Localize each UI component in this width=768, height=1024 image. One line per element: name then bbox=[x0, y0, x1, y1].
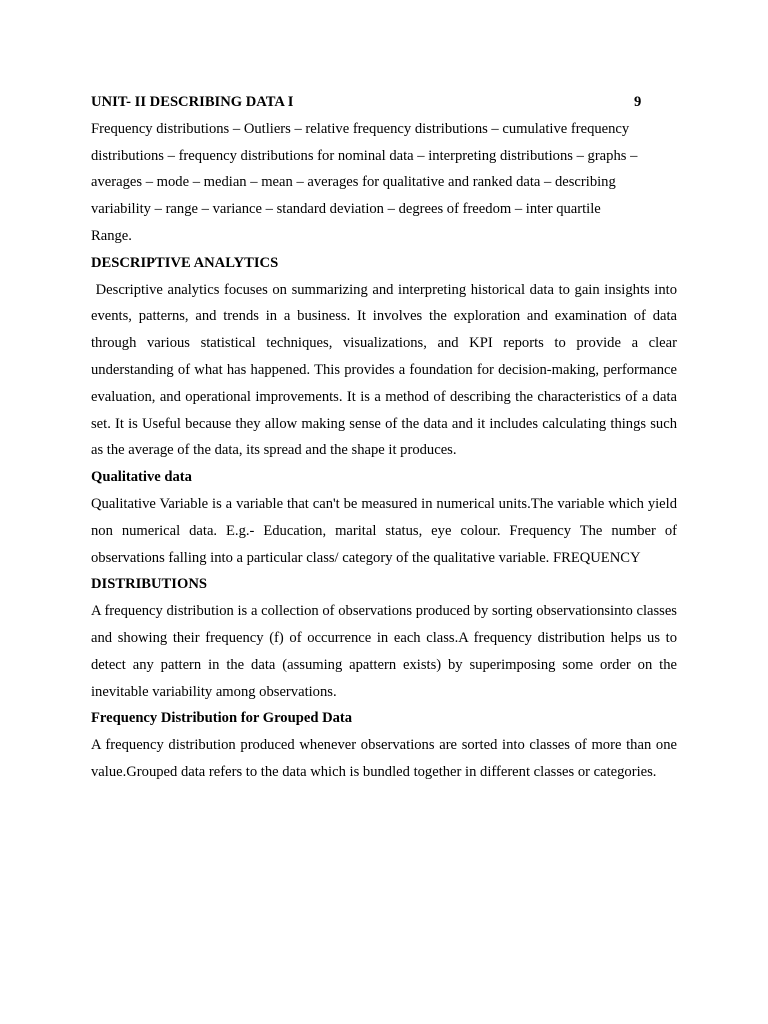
section-heading-frequency-distributions: DISTRIBUTIONS bbox=[91, 576, 207, 593]
syllabus-line: Range. bbox=[91, 227, 132, 244]
syllabus-line: distributions – frequency distributions for nominal data – interpreting distributions – graphs – bbox=[91, 147, 638, 164]
section-heading-qualitative-data: Qualitative data bbox=[91, 469, 192, 486]
paragraph-grouped-data: A frequency distribution produced whenever observations are sorted into classes of more than one value.Grouped data refers to the data which is bundled together in different classes or categories. bbox=[91, 737, 677, 780]
syllabus-line: averages – mode – median – mean – averages for qualitative and ranked data – describing bbox=[91, 174, 616, 191]
page-number: 9 bbox=[634, 94, 642, 110]
unit-title: UNIT- II DESCRIBING DATA I bbox=[91, 94, 294, 110]
syllabus-line: variability – range – variance – standard deviation – degrees of freedom – inter quartile bbox=[91, 201, 601, 218]
paragraph-descriptive-analytics: Descriptive analytics focuses on summarizing and interpreting historical data to gain insights into events, patterns, and trends in a business. It involves the exploration and examination of data through various statistical techniques, visualizations, and KPI reports to provide a clear understanding of what has happened. This provides a foundation for decision-making, performance evaluation, and operational improvements. It is a method of describing the characteristics of a data set. It is Useful because they allow making sense of the data and it includes calculating things such as the average of the data, its spread and the shape it produces. bbox=[91, 281, 681, 459]
document-page bbox=[91, 89, 681, 786]
paragraph-qualitative-data: Qualitative Variable is a variable that can't be measured in numerical units.The variable which yield non numerical data. E.g.- Education, marital status, eye colour. Frequency The number of observations falling into a particular class/ category of the qualitative variable. FREQUENCY bbox=[91, 495, 677, 566]
syllabus-topics bbox=[91, 116, 677, 250]
syllabus-line: Frequency distributions – Outliers – relative frequency distributions – cumulative frequency bbox=[91, 120, 630, 137]
paragraph-frequency-distributions: A frequency distribution is a collection of observations produced by sorting observationsinto classes and showing their frequency (f) of occurrence in each class.A frequency distribution helps us to detect any pattern in the data (assuming apattern exists) by superimposing some order on the inevitable variability among observations. bbox=[91, 603, 677, 700]
section-heading-grouped-data: Frequency Distribution for Grouped Data bbox=[91, 710, 353, 727]
section-heading-descriptive-analytics: DESCRIPTIVE ANALYTICS bbox=[91, 254, 279, 271]
unit-header bbox=[91, 89, 677, 116]
